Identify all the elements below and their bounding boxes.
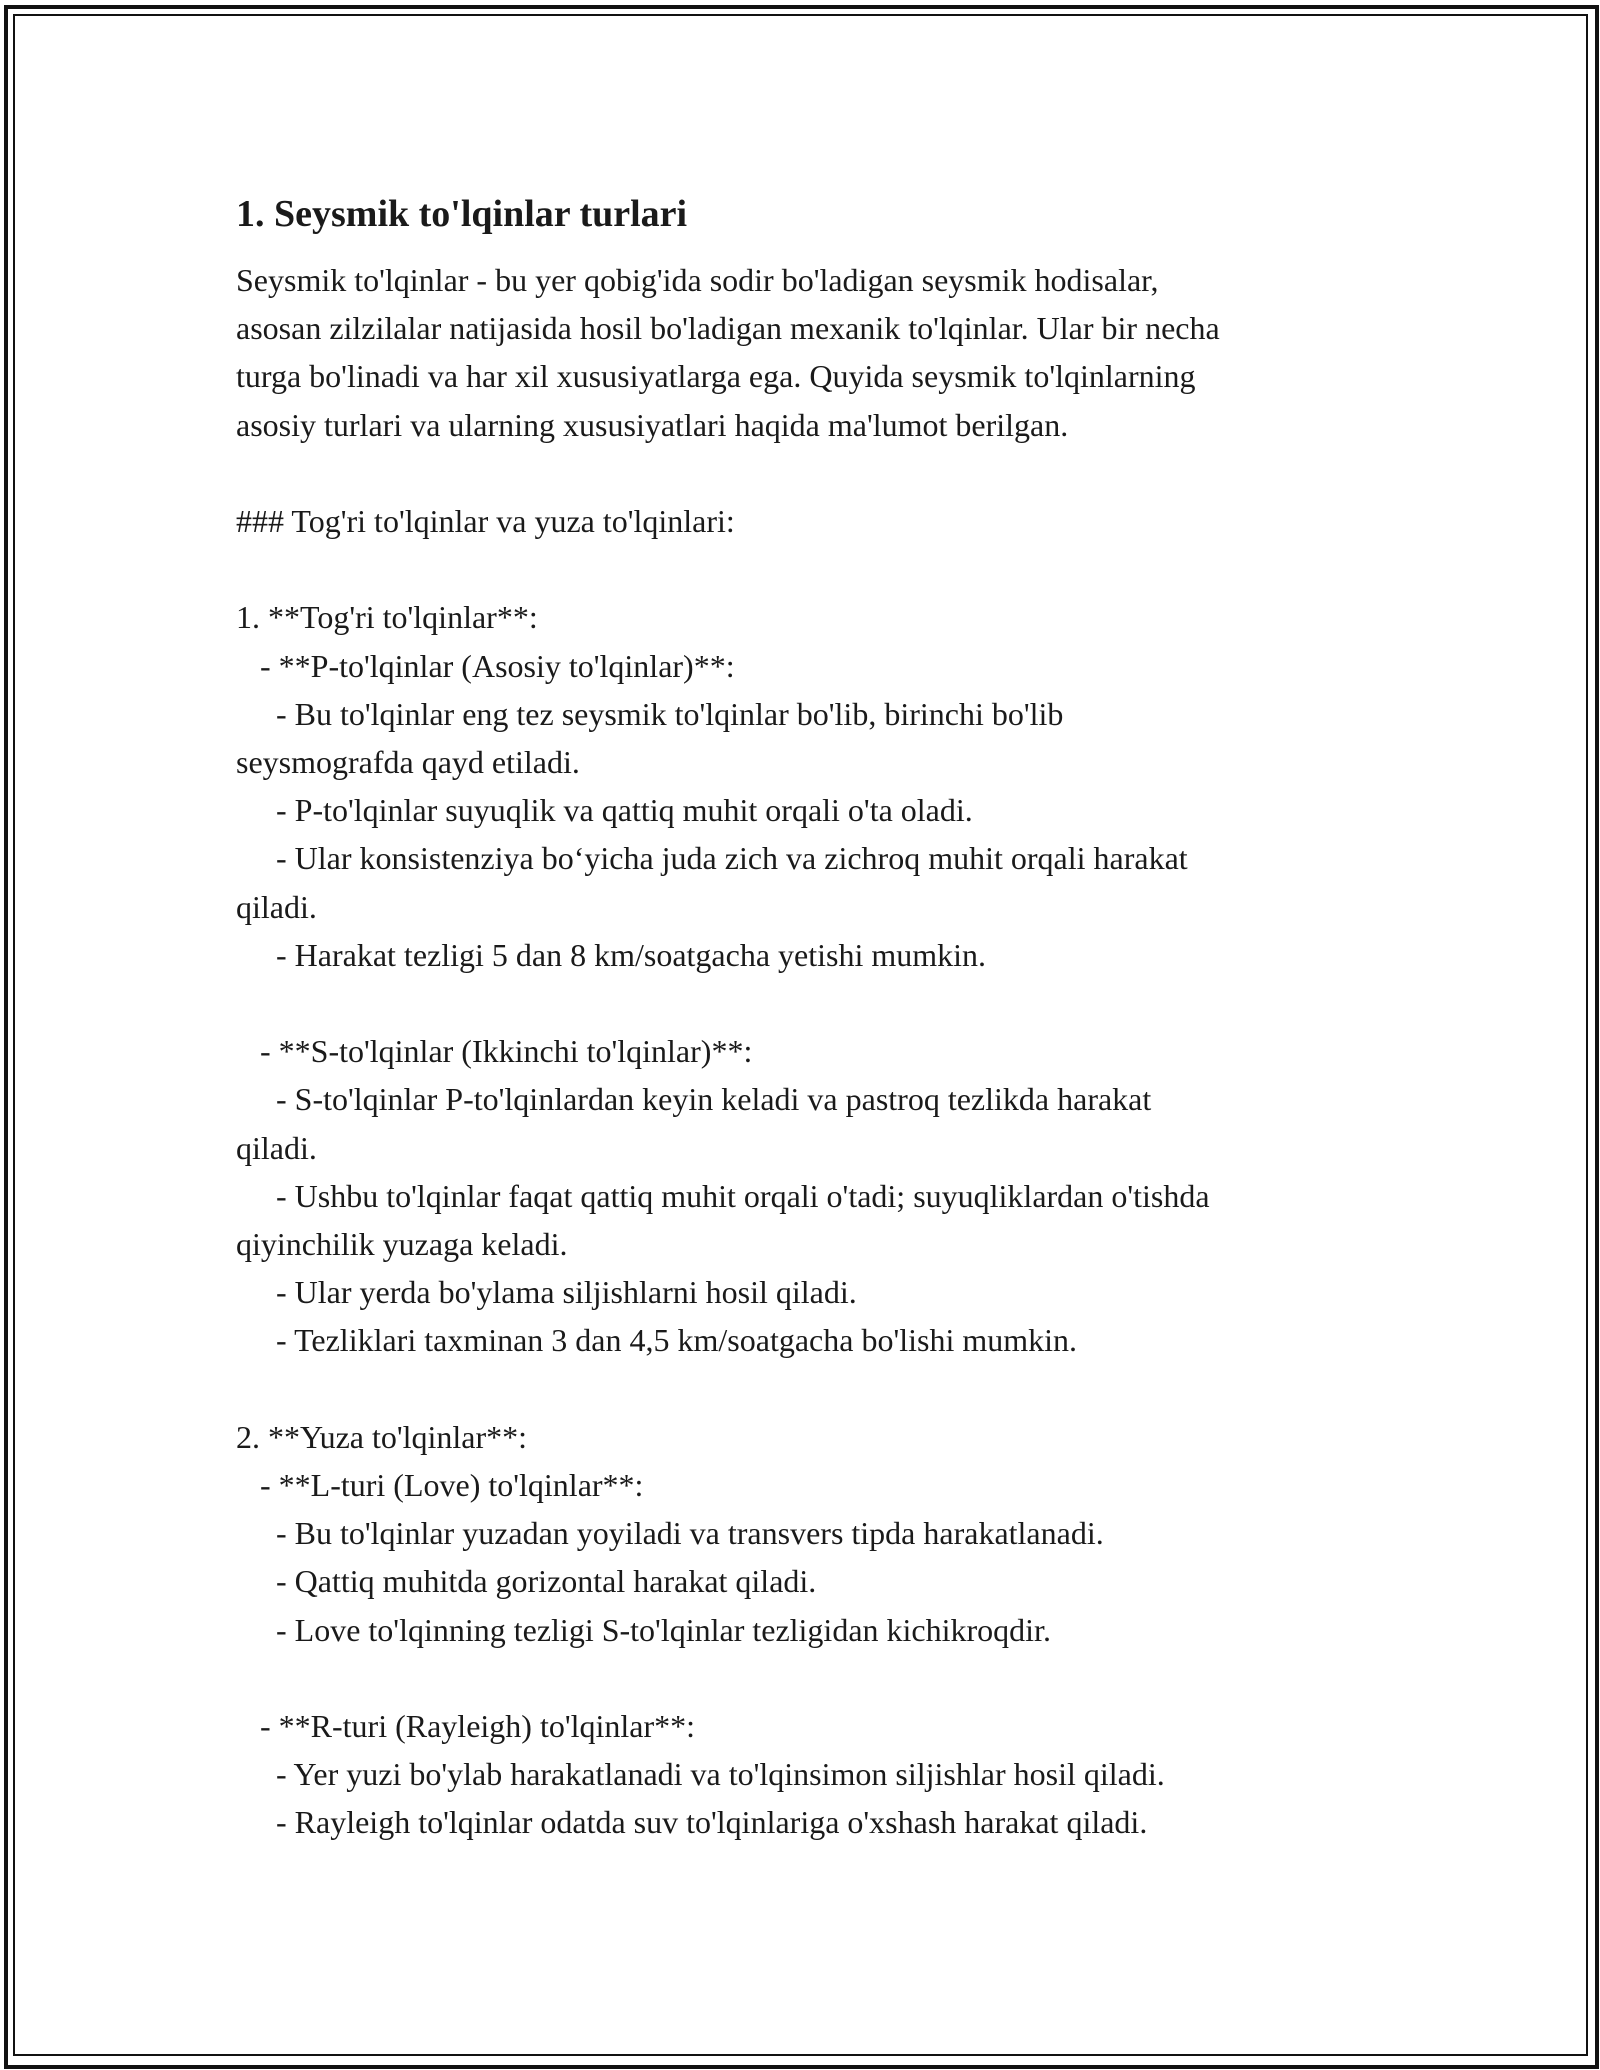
intro-line: asosan zilzilalar natijasida hosil bo'ladigan mexanik to'lqinlar. Ular bir necha <box>236 310 1220 347</box>
blank-line <box>236 449 1396 497</box>
body-line: - Ular konsistenziya bo‘yicha juda zich va zichroq muhit orqali harakat <box>236 840 1188 877</box>
intro-line: asosiy turlari va ularning xususiyatlari haqida ma'lumot berilgan. <box>236 406 1069 443</box>
body-line: qiladi. <box>236 888 317 925</box>
body-line: - Harakat tezligi 5 dan 8 km/soatgacha yetishi mumkin. <box>236 936 987 973</box>
blank-line <box>236 1654 1396 1702</box>
intro-line: turga bo'linadi va har xil xususiyatlarga ega. Quyida seysmik to'lqinlarning <box>236 358 1196 395</box>
body-line: - Tezliklari taxminan 3 dan 4,5 km/soatgacha bo'lishi mumkin. <box>236 1322 1077 1359</box>
intro-paragraph <box>236 256 1396 449</box>
body-line: - P-to'lqinlar suyuqlik va qattiq muhit orqali o'ta oladi. <box>236 792 973 829</box>
body-line: seysmografda qayd etiladi. <box>236 744 580 780</box>
document-title: 1. Seysmik to'lqinlar turlari <box>236 193 688 235</box>
blank-line <box>236 979 1396 1027</box>
body-line: - **P-to'lqinlar (Asosiy to'lqinlar)**: <box>236 647 735 684</box>
body-line: - Ushbu to'lqinlar faqat qattiq muhit orqali o'tadi; suyuqliklardan o'tishda <box>236 1177 1210 1214</box>
blank-line <box>236 1365 1396 1413</box>
body-line: - **L-turi (Love) to'lqinlar**: <box>236 1467 644 1504</box>
section-heading: ### Tog'ri to'lqinlar va yuza to'lqinlari: <box>236 503 735 539</box>
body-line: - S-to'lqinlar P-to'lqinlardan keyin keladi va pastroq tezlikda harakat <box>236 1081 1152 1118</box>
body-line: 2. **Yuza to'lqinlar**: <box>236 1418 528 1455</box>
blank-line <box>236 545 1396 593</box>
body-line: - Bu to'lqinlar yuzadan yoyiladi va transvers tipda harakatlanadi. <box>236 1515 1104 1552</box>
body-line: 1. **Tog'ri to'lqinlar**: <box>236 599 538 636</box>
document-body <box>236 186 1396 1847</box>
body-line: - Bu to'lqinlar eng tez seysmik to'lqinlar bo'lib, birinchi bo'lib <box>236 695 1064 732</box>
body-line: qiyinchilik yuzaga keladi. <box>236 1226 568 1263</box>
intro-line: Seysmik to'lqinlar - bu yer qobig'ida sodir bo'ladigan seysmik hodisalar, <box>236 262 1159 298</box>
body-line: - Rayleigh to'lqinlar odatda suv to'lqinlariga o'xshash harakat qiladi. <box>236 1804 1148 1841</box>
body-line: - **S-to'lqinlar (Ikkinchi to'lqinlar)**: <box>236 1033 753 1070</box>
body-line: - Love to'lqinning tezligi S-to'lqinlar tezligidan kichikroqdir. <box>236 1611 1051 1648</box>
body-text <box>236 593 1396 1846</box>
body-line: - Qattiq muhitda gorizontal harakat qiladi. <box>236 1563 817 1600</box>
body-line: - Ular yerda bo'ylama siljishlarni hosil qiladi. <box>236 1274 857 1311</box>
body-line: - **R-turi (Rayleigh) to'lqinlar**: <box>236 1708 696 1745</box>
body-line: - Yer yuzi bo'ylab harakatlanadi va to'lqinsimon siljishlar hosil qiladi. <box>236 1756 1165 1793</box>
body-line: qiladi. <box>236 1129 317 1166</box>
